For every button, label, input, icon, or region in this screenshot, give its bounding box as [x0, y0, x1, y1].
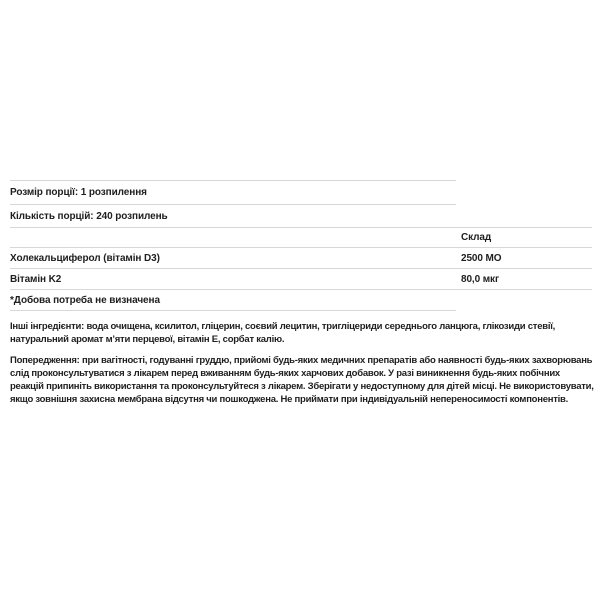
- ingredient-row-vitamin-d3: [10, 248, 592, 268]
- ingredient-name: Холекальциферол (вітамін D3): [10, 252, 160, 264]
- servings-count-row: [10, 205, 592, 227]
- serving-size-label: Розмір порції: 1 розпилення: [10, 187, 147, 198]
- ingredient-name: Вітамін K2: [10, 273, 62, 285]
- ingredient-row-vitamin-k2: [10, 269, 592, 289]
- warning-text: Попередження: при вагітності, годуванні груддю, прийомі будь-яких медичних препаратів або наявності будь-яких захворювань слід проконсультуватися з лікарем перед вживанням будь-яких харчових добавок. У разі виникнення будь-яких побічних реакцій припиніть використання та проконсультуйтеся з лікарем. Зберігати у недоступному для дітей місці. Не використовувати, якщо зовнішня захисна мембрана відсутня чи пошкоджена. Не приймати при індивідуальній непереносимості компонентів.: [10, 355, 594, 405]
- footnote-label: *Добова потреба не визначена: [10, 294, 160, 306]
- composition-header-row: [10, 228, 592, 247]
- serving-size-row: [10, 181, 592, 204]
- servings-count-label: Кількість порцій: 240 розпилень: [10, 210, 168, 222]
- divider: [10, 310, 456, 311]
- other-ingredients-text: Інші інгредієнти: вода очищена, ксилитол, гліцерин, соєвий лецитин, тригліцериди середнього ланцюга, глікозиди стевії, натуральний аромат м’яти перцевої, вітамін E, сорбат калію.: [10, 321, 556, 345]
- supplement-facts-table: [10, 180, 592, 311]
- footnote-row: [10, 290, 592, 310]
- ingredient-amount: 2500 МО: [461, 252, 502, 264]
- ingredient-amount: 80,0 мкг: [461, 273, 500, 285]
- composition-header-label: Склад: [461, 232, 492, 243]
